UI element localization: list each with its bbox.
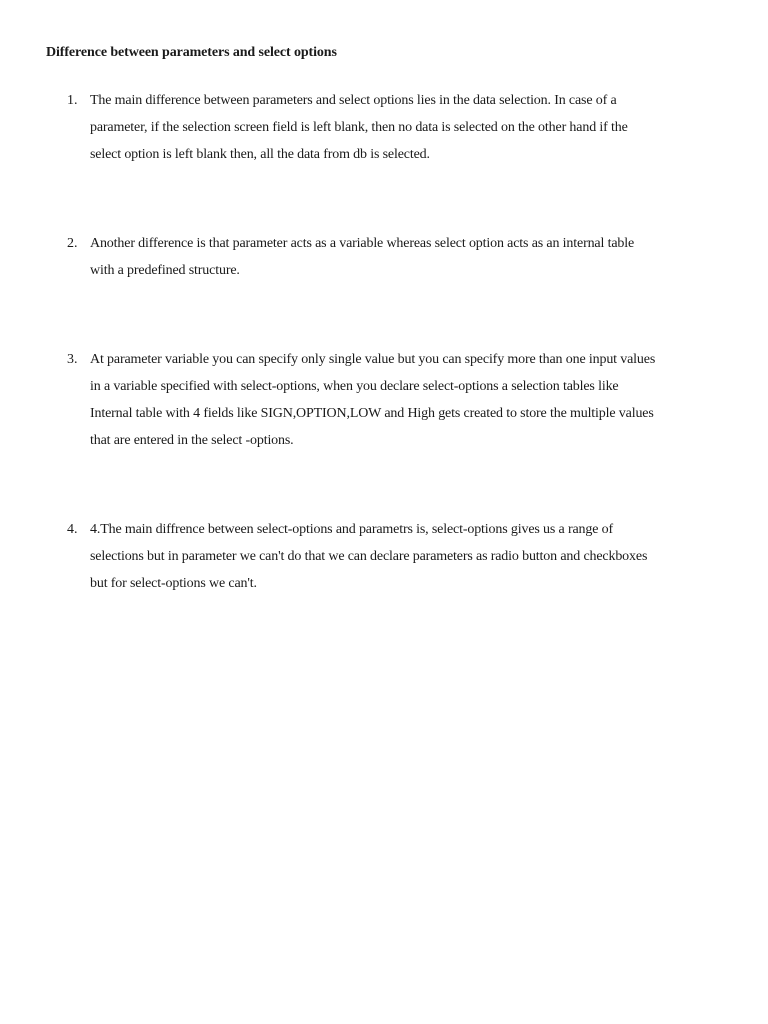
text-line: but for select-options we can't. <box>90 576 257 591</box>
text-line: parameter, if the selection screen field is left blank, then no data is selected on the other hand if the <box>90 120 628 135</box>
text-line: The main difference between parameters and select options lies in the data selection. In case of a <box>90 93 617 108</box>
text-line: Another difference is that parameter acts as a variable whereas select option acts as an internal table <box>90 236 635 251</box>
text-line: in a variable specified with select-options, when you declare select-options a selection tables like <box>90 379 619 394</box>
text-line: select option is left blank then, all the data from db is selected. <box>90 147 430 162</box>
text-line: with a predefined structure. <box>90 263 240 278</box>
list-item-text <box>90 230 726 284</box>
list-item-number: 1. <box>67 93 78 108</box>
list-item-text <box>90 87 726 168</box>
text-line: selections but in parameter we can't do that we can declare parameters as radio button and checkboxes <box>90 549 648 564</box>
text-line: 4.The main diffrence between select-options and parametrs is, select-options gives us a range of <box>90 522 613 537</box>
document-title: Difference between parameters and select options <box>46 45 337 60</box>
list-item-number: 3. <box>67 352 78 367</box>
list-item-text <box>90 346 726 454</box>
text-line: At parameter variable you can specify only single value but you can specify more than one input values <box>90 352 656 367</box>
list-item-number: 4. <box>67 522 78 537</box>
list-item-text <box>90 516 726 597</box>
list-item-number: 2. <box>67 236 78 251</box>
text-line: Internal table with 4 fields like SIGN,OPTION,LOW and High gets created to store the multiple values <box>90 406 654 421</box>
text-line: that are entered in the select -options. <box>90 433 294 448</box>
